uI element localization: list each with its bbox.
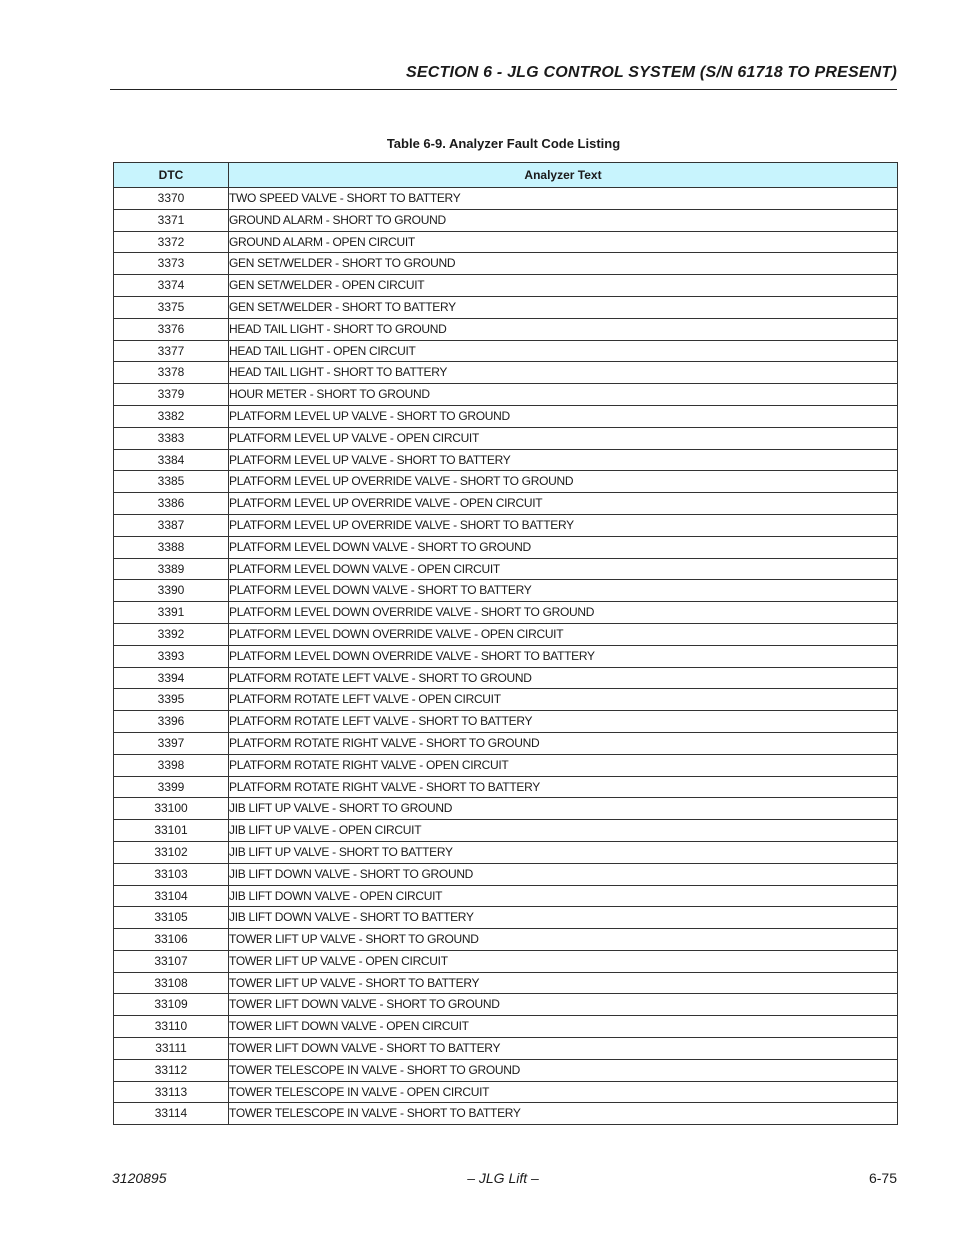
page-number: 6-75 — [868, 1170, 897, 1186]
table-row — [114, 972, 898, 994]
dtc-cell: 3377 — [114, 340, 229, 362]
table-row — [114, 209, 898, 231]
table-row — [114, 275, 898, 297]
dtc-cell: 3395 — [114, 689, 229, 711]
dtc-cell: 33104 — [114, 885, 229, 907]
table-row — [114, 427, 898, 449]
dtc-cell: 3398 — [114, 754, 229, 776]
table-row — [114, 1081, 898, 1103]
header-rule — [110, 89, 897, 90]
dtc-cell: 3372 — [114, 231, 229, 253]
analyzer-text-cell: PLATFORM ROTATE RIGHT VALVE - OPEN CIRCUIT — [229, 754, 898, 776]
table-row — [114, 514, 898, 536]
analyzer-text-cell: TOWER LIFT DOWN VALVE - SHORT TO GROUND — [229, 994, 898, 1016]
dtc-cell: 3392 — [114, 623, 229, 645]
table-row — [114, 493, 898, 515]
table-row — [114, 994, 898, 1016]
analyzer-text-cell: JIB LIFT DOWN VALVE - SHORT TO BATTERY — [229, 907, 898, 929]
analyzer-text-cell: PLATFORM LEVEL UP VALVE - OPEN CIRCUIT — [229, 427, 898, 449]
analyzer-text-cell: GEN SET/WELDER - OPEN CIRCUIT — [229, 275, 898, 297]
dtc-cell: 3378 — [114, 362, 229, 384]
table-row — [114, 885, 898, 907]
analyzer-text-cell: TOWER LIFT DOWN VALVE - OPEN CIRCUIT — [229, 1016, 898, 1038]
table-row — [114, 405, 898, 427]
table-row — [114, 231, 898, 253]
dtc-cell: 33109 — [114, 994, 229, 1016]
table-row — [114, 362, 898, 384]
table-row — [114, 536, 898, 558]
analyzer-text-cell: GEN SET/WELDER - SHORT TO BATTERY — [229, 296, 898, 318]
analyzer-text-cell: GROUND ALARM - OPEN CIRCUIT — [229, 231, 898, 253]
dtc-cell: 33105 — [114, 907, 229, 929]
analyzer-text-cell: JIB LIFT UP VALVE - SHORT TO GROUND — [229, 798, 898, 820]
analyzer-text-cell: PLATFORM ROTATE LEFT VALVE - SHORT TO GROUND — [229, 667, 898, 689]
analyzer-text-cell: TOWER TELESCOPE IN VALVE - OPEN CIRCUIT — [229, 1081, 898, 1103]
table-row — [114, 711, 898, 733]
dtc-cell: 33108 — [114, 972, 229, 994]
analyzer-text-cell: PLATFORM LEVEL UP OVERRIDE VALVE - SHORT TO BATTERY — [229, 514, 898, 536]
analyzer-text-cell: HOUR METER - SHORT TO GROUND — [229, 384, 898, 406]
table-row — [114, 449, 898, 471]
table-row — [114, 340, 898, 362]
dtc-cell: 3379 — [114, 384, 229, 406]
analyzer-text-cell: TOWER LIFT UP VALVE - SHORT TO GROUND — [229, 929, 898, 951]
dtc-cell: 3376 — [114, 318, 229, 340]
table-row — [114, 1059, 898, 1081]
dtc-cell: 3382 — [114, 405, 229, 427]
analyzer-text-cell: PLATFORM LEVEL DOWN VALVE - SHORT TO GROUND — [229, 536, 898, 558]
table-row — [114, 1103, 898, 1125]
dtc-cell: 33103 — [114, 863, 229, 885]
analyzer-text-cell: TOWER LIFT UP VALVE - SHORT TO BATTERY — [229, 972, 898, 994]
table-row — [114, 253, 898, 275]
analyzer-text-cell: PLATFORM LEVEL DOWN VALVE - SHORT TO BATTERY — [229, 580, 898, 602]
table-row — [114, 318, 898, 340]
table-row — [114, 732, 898, 754]
table-row — [114, 863, 898, 885]
dtc-cell: 3389 — [114, 558, 229, 580]
dtc-cell: 3386 — [114, 493, 229, 515]
dtc-cell: 3396 — [114, 711, 229, 733]
table-row — [114, 602, 898, 624]
analyzer-text-cell: TOWER LIFT DOWN VALVE - SHORT TO BATTERY — [229, 1038, 898, 1060]
table-row — [114, 929, 898, 951]
analyzer-text-cell: PLATFORM ROTATE RIGHT VALVE - SHORT TO GROUND — [229, 732, 898, 754]
dtc-cell: 3387 — [114, 514, 229, 536]
analyzer-text-cell: PLATFORM LEVEL UP OVERRIDE VALVE - OPEN CIRCUIT — [229, 493, 898, 515]
dtc-cell: 3385 — [114, 471, 229, 493]
dtc-cell: 3374 — [114, 275, 229, 297]
table-row — [114, 689, 898, 711]
analyzer-text-cell: JIB LIFT DOWN VALVE - SHORT TO GROUND — [229, 863, 898, 885]
table-row — [114, 645, 898, 667]
table-row — [114, 798, 898, 820]
analyzer-text-cell: GEN SET/WELDER - SHORT TO GROUND — [229, 253, 898, 275]
table-row — [114, 558, 898, 580]
dtc-cell: 3391 — [114, 602, 229, 624]
dtc-cell: 3383 — [114, 427, 229, 449]
table-row — [114, 754, 898, 776]
table-title: Table 6-9. Analyzer Fault Code Listing — [386, 136, 621, 151]
table-row — [114, 776, 898, 798]
analyzer-text-cell: HEAD TAIL LIGHT - OPEN CIRCUIT — [229, 340, 898, 362]
analyzer-text-cell: PLATFORM LEVEL UP VALVE - SHORT TO BATTERY — [229, 449, 898, 471]
column-header-dtc: DTC — [114, 163, 229, 188]
column-header-analyzer-text: Analyzer Text — [229, 163, 898, 188]
analyzer-text-cell: PLATFORM LEVEL DOWN OVERRIDE VALVE - OPEN CIRCUIT — [229, 623, 898, 645]
dtc-cell: 3373 — [114, 253, 229, 275]
table-row — [114, 296, 898, 318]
analyzer-text-cell: PLATFORM LEVEL DOWN OVERRIDE VALVE - SHORT TO BATTERY — [229, 645, 898, 667]
analyzer-text-cell: TOWER LIFT UP VALVE - OPEN CIRCUIT — [229, 950, 898, 972]
dtc-cell: 33113 — [114, 1081, 229, 1103]
analyzer-text-cell: HEAD TAIL LIGHT - SHORT TO GROUND — [229, 318, 898, 340]
dtc-cell: 3394 — [114, 667, 229, 689]
dtc-cell: 3397 — [114, 732, 229, 754]
footer-brand: – JLG Lift – — [467, 1170, 539, 1186]
analyzer-text-cell: JIB LIFT UP VALVE - OPEN CIRCUIT — [229, 820, 898, 842]
analyzer-text-cell: TWO SPEED VALVE - SHORT TO BATTERY — [229, 188, 898, 210]
dtc-cell: 33112 — [114, 1059, 229, 1081]
dtc-cell: 33114 — [114, 1103, 229, 1125]
table-row — [114, 384, 898, 406]
dtc-cell: 33102 — [114, 841, 229, 863]
table-row — [114, 907, 898, 929]
analyzer-text-cell: JIB LIFT DOWN VALVE - OPEN CIRCUIT — [229, 885, 898, 907]
analyzer-text-cell: PLATFORM LEVEL DOWN VALVE - OPEN CIRCUIT — [229, 558, 898, 580]
table-row — [114, 841, 898, 863]
dtc-cell: 33111 — [114, 1038, 229, 1060]
dtc-cell: 33110 — [114, 1016, 229, 1038]
analyzer-text-cell: PLATFORM LEVEL DOWN OVERRIDE VALVE - SHORT TO GROUND — [229, 602, 898, 624]
dtc-cell: 33106 — [114, 929, 229, 951]
analyzer-text-cell: JIB LIFT UP VALVE - SHORT TO BATTERY — [229, 841, 898, 863]
analyzer-text-cell: TOWER TELESCOPE IN VALVE - SHORT TO GROUND — [229, 1059, 898, 1081]
dtc-cell: 3388 — [114, 536, 229, 558]
analyzer-text-cell: PLATFORM LEVEL UP OVERRIDE VALVE - SHORT TO GROUND — [229, 471, 898, 493]
table-row — [114, 1016, 898, 1038]
analyzer-text-cell: TOWER TELESCOPE IN VALVE - SHORT TO BATTERY — [229, 1103, 898, 1125]
dtc-cell: 3371 — [114, 209, 229, 231]
analyzer-text-cell: PLATFORM ROTATE LEFT VALVE - OPEN CIRCUIT — [229, 689, 898, 711]
document-number: 3120895 — [112, 1170, 167, 1186]
section-title: SECTION 6 - JLG CONTROL SYSTEM (S/N 61718 TO PRESENT) — [406, 64, 897, 81]
dtc-cell: 3384 — [114, 449, 229, 471]
table-row — [114, 820, 898, 842]
dtc-cell: 3375 — [114, 296, 229, 318]
analyzer-text-cell: PLATFORM LEVEL UP VALVE - SHORT TO GROUND — [229, 405, 898, 427]
fault-code-table — [113, 162, 898, 1125]
dtc-cell: 3370 — [114, 188, 229, 210]
analyzer-text-cell: HEAD TAIL LIGHT - SHORT TO BATTERY — [229, 362, 898, 384]
dtc-cell: 3399 — [114, 776, 229, 798]
dtc-cell: 33100 — [114, 798, 229, 820]
table-row — [114, 667, 898, 689]
table-row — [114, 471, 898, 493]
table-row — [114, 623, 898, 645]
dtc-cell: 33101 — [114, 820, 229, 842]
dtc-cell: 3390 — [114, 580, 229, 602]
table-row — [114, 580, 898, 602]
table-header-row — [114, 163, 898, 188]
table-row — [114, 188, 898, 210]
table-row — [114, 950, 898, 972]
analyzer-text-cell: PLATFORM ROTATE LEFT VALVE - SHORT TO BATTERY — [229, 711, 898, 733]
analyzer-text-cell: PLATFORM ROTATE RIGHT VALVE - SHORT TO BATTERY — [229, 776, 898, 798]
dtc-cell: 3393 — [114, 645, 229, 667]
table-row — [114, 1038, 898, 1060]
dtc-cell: 33107 — [114, 950, 229, 972]
analyzer-text-cell: GROUND ALARM - SHORT TO GROUND — [229, 209, 898, 231]
